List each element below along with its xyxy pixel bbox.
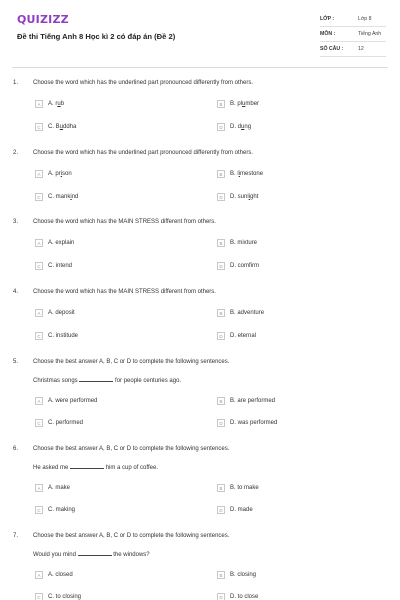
option-label: B. to make [230,485,259,491]
option-a[interactable] [35,239,74,247]
option-letter-box: A [35,571,43,579]
option-letter-box: C [35,262,43,270]
option-label: D. comfirm [230,263,260,269]
option-b[interactable] [217,100,259,108]
option-a[interactable] [35,170,72,178]
question-text: Choose the word which has the underlined part pronounced differently from others. [33,150,254,156]
option-label: B. plumber [230,101,260,107]
option-letter-box: A [35,170,43,178]
option-d[interactable] [217,419,277,427]
meta-value: Tiếng Anh [358,31,382,37]
meta-row-class [320,12,386,27]
option-label: C. performed [48,420,84,426]
option-a[interactable] [35,571,73,579]
question-stem: He asked me him a cup of coffee. [33,465,158,471]
option-label: C. making [48,507,76,513]
meta-key: SỐ CÂU : [320,46,344,52]
option-c[interactable] [35,593,81,600]
meta-key: LỚP : [320,16,335,22]
option-label: A. closed [48,572,73,578]
question-text: Choose the best answer A, B, C or D to complete the following sentences. [33,359,230,365]
option-label: B. adventure [230,310,265,316]
option-c[interactable] [35,193,78,201]
option-label: B. closing [230,572,257,578]
option-c[interactable] [35,262,72,270]
answer-blank [78,550,112,556]
option-letter-box: B [217,100,225,108]
option-letter-box: D [217,506,225,514]
question-text: Choose the word which has the MAIN STRESS different from others. [33,219,216,225]
option-d[interactable] [217,593,258,600]
option-label: A. make [48,485,71,491]
option-label: B. limestone [230,171,264,177]
option-c[interactable] [35,506,75,514]
meta-value: 12 [358,46,364,52]
option-letter-box: D [217,332,225,340]
option-d[interactable] [217,262,259,270]
option-letter-box: D [217,593,225,600]
option-label: A. explain [48,240,75,246]
question-text: Choose the word which has the underlined part pronounced differently from others. [33,80,254,86]
option-letter-box: B [217,571,225,579]
meta-value: Lớp 8 [358,16,372,22]
option-letter-box: D [217,123,225,131]
option-a[interactable] [35,309,75,317]
question-text: Choose the word which has the MAIN STRESS different from others. [33,289,216,295]
option-letter-box: B [217,170,225,178]
meta-table [320,12,386,57]
option-c[interactable] [35,123,76,131]
option-letter-box: C [35,193,43,201]
option-b[interactable] [217,309,264,317]
option-b[interactable] [217,484,259,492]
option-b[interactable] [217,397,275,405]
meta-key: MÔN : [320,31,336,37]
question-number: 2. [13,150,19,156]
question-number: 6. [13,446,19,452]
question-stem: Would you mind the windows? [33,552,150,558]
option-letter-box: A [35,484,43,492]
option-letter-box: D [217,262,225,270]
question-number: 1. [13,80,19,86]
option-letter-box: C [35,593,43,600]
option-b[interactable] [217,170,263,178]
option-d[interactable] [217,332,256,340]
option-letter-box: C [35,506,43,514]
option-label: D. sunlight [230,194,259,200]
option-label: D. made [230,507,253,513]
option-label: C. mankind [48,194,79,200]
option-c[interactable] [35,332,78,340]
option-label: A. were performed [48,398,98,404]
quizizz-logo[interactable]: QUIZIZZ [17,13,69,26]
question-stem: Christmas songs for people centuries ago. [33,378,182,384]
option-letter-box: C [35,332,43,340]
option-b[interactable] [217,571,256,579]
question-number: 4. [13,289,19,295]
option-label: D. was performed [230,420,278,426]
option-label: C. intend [48,263,73,269]
option-label: A. rub [48,101,65,107]
question-text: Choose the best answer A, B, C or D to complete the following sentences. [33,446,230,452]
question-text: Choose the best answer A, B, C or D to complete the following sentences. [33,533,230,539]
option-label: C. to closing [48,594,82,600]
option-label: D. dung [230,124,252,130]
option-label: B. are performed [230,398,276,404]
option-b[interactable] [217,239,257,247]
option-letter-box: A [35,309,43,317]
option-label: D. to close [230,594,259,600]
option-label: A. deposit [48,310,75,316]
option-letter-box: C [35,419,43,427]
answer-blank [70,463,104,469]
meta-row-subject [320,27,386,42]
option-label: C. Buddha [48,124,77,130]
option-letter-box: A [35,100,43,108]
option-a[interactable] [35,397,97,405]
option-letter-box: B [217,309,225,317]
option-label: A. prison [48,171,72,177]
option-a[interactable] [35,100,64,108]
question-number: 7. [13,533,19,539]
option-letter-box: B [217,239,225,247]
question-number: 5. [13,359,19,365]
option-letter-box: B [217,397,225,405]
option-label: B. mixture [230,240,258,246]
option-a[interactable] [35,484,70,492]
option-label: D. eternal [230,333,257,339]
option-d[interactable] [217,506,253,514]
option-letter-box: B [217,484,225,492]
meta-row-question-count [320,42,386,57]
header-divider [12,67,388,68]
option-letter-box: A [35,397,43,405]
option-d[interactable] [217,123,251,131]
option-letter-box: C [35,123,43,131]
document-title: Đề thi Tiếng Anh 8 Học kì 2 có đáp án (Đề 2) [17,32,176,41]
answer-blank [79,376,113,382]
option-letter-box: A [35,239,43,247]
question-number: 3. [13,219,19,225]
option-letter-box: D [217,419,225,427]
option-d[interactable] [217,193,258,201]
option-c[interactable] [35,419,83,427]
option-label: C. institude [48,333,79,339]
option-letter-box: D [217,193,225,201]
